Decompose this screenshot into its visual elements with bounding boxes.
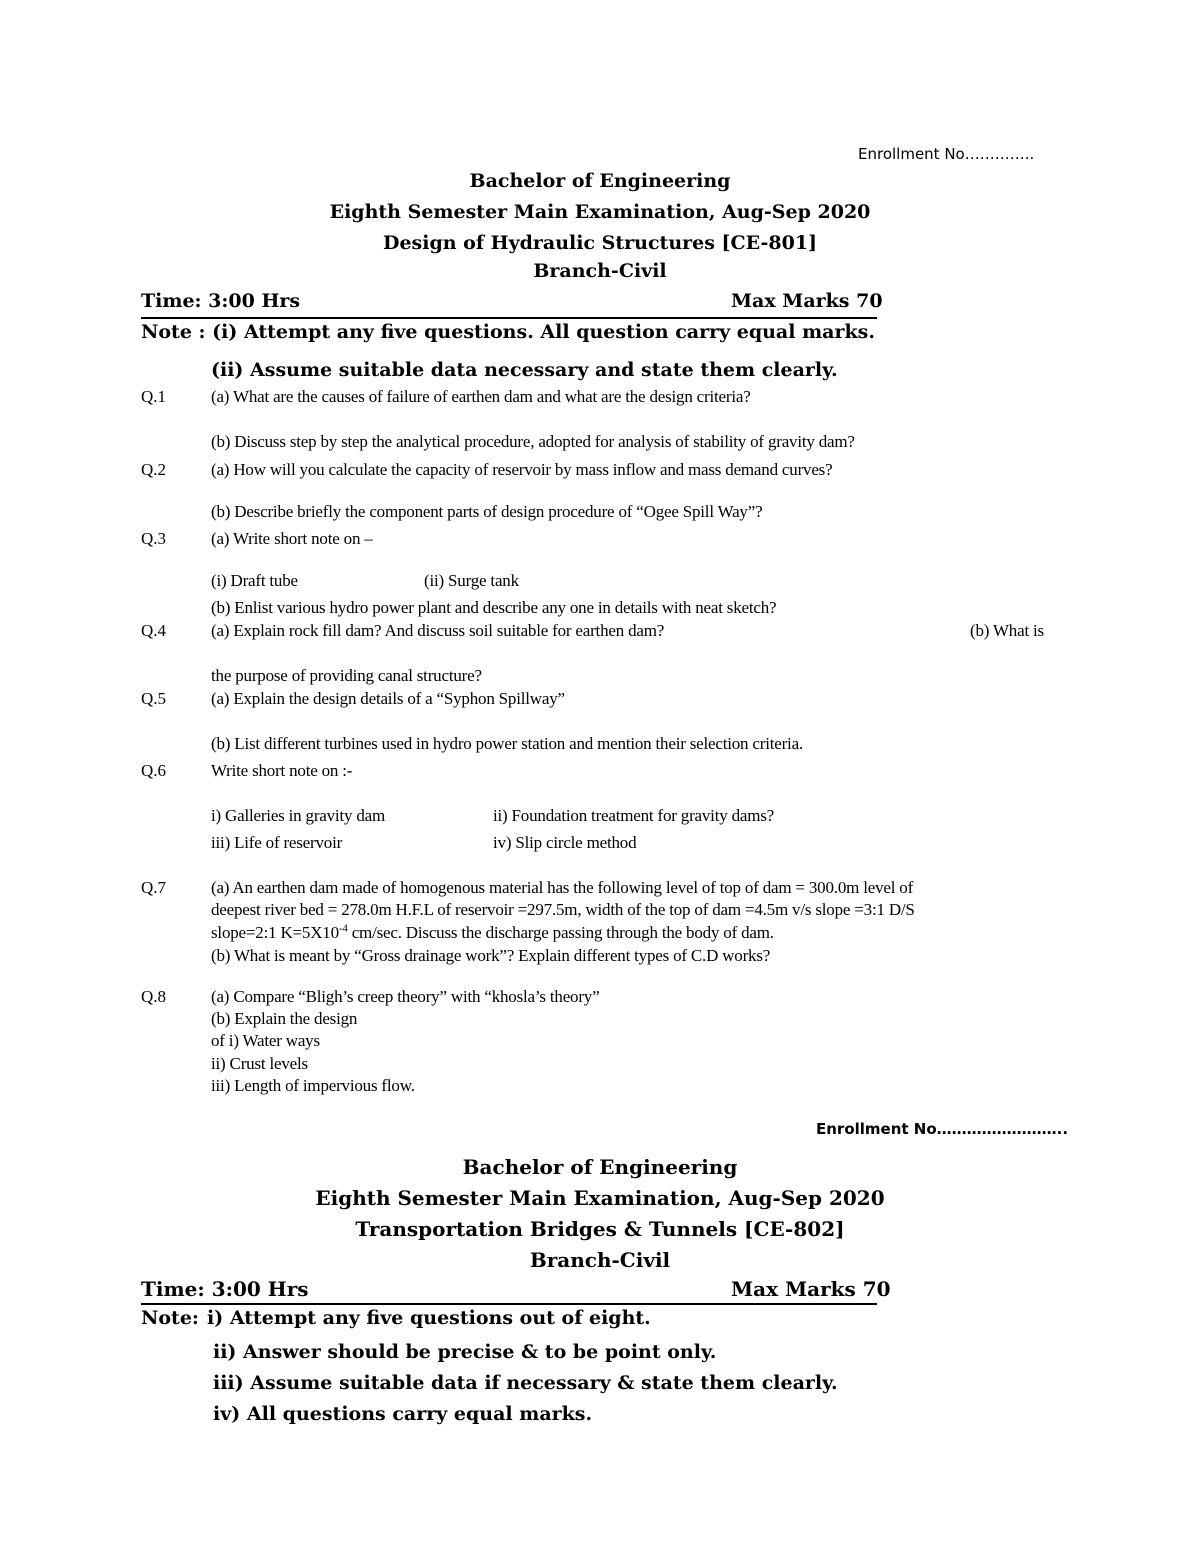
exam-title: Eighth Semester Main Examination, Aug-Sep 2020 bbox=[329, 201, 871, 223]
enrollment-label-2: Enrollment No…………………….. bbox=[816, 1120, 1069, 1138]
question-number: Q.5 bbox=[141, 689, 167, 708]
question-subitem: iv) Slip circle method bbox=[493, 833, 637, 852]
question-text: (b) What is bbox=[970, 621, 1044, 640]
question-number: Q.2 bbox=[141, 460, 167, 479]
note-line-3: iii) Assume suitable data if necessary & state them clearly. bbox=[213, 1372, 838, 1394]
question-text: (a) An earthen dam made of homogenous material has the following level of top of dam = 300.0m level of bbox=[211, 878, 914, 897]
degree-title: Bachelor of Engineering bbox=[469, 170, 731, 192]
note-label: Note: bbox=[141, 1307, 199, 1329]
question-number: Q.8 bbox=[141, 987, 167, 1006]
subject-title-2: Transportation Bridges & Tunnels [CE-802] bbox=[355, 1217, 845, 1241]
formula-text-tail: cm/sec. Discuss the discharge passing through the body of dam. bbox=[347, 923, 774, 942]
formula-text: slope=2:1 K=5X10 bbox=[211, 923, 339, 942]
time-label-2: Time: 3:00 Hrs bbox=[141, 1277, 309, 1301]
header-divider bbox=[141, 317, 877, 319]
enrollment-label: Enrollment No………….. bbox=[858, 145, 1035, 163]
question-text: (b) Explain the design bbox=[211, 1009, 358, 1028]
note-line-4: iv) All questions carry equal marks. bbox=[213, 1403, 593, 1425]
question-subitem: iii) Life of reservoir bbox=[211, 833, 343, 852]
question-subitem: ii) Foundation treatment for gravity dams? bbox=[493, 806, 774, 825]
question-text: Write short note on :- bbox=[211, 761, 353, 780]
question-number: Q.3 bbox=[141, 529, 167, 548]
question-number: Q.6 bbox=[141, 761, 167, 780]
exam-title-2: Eighth Semester Main Examination, Aug-Sep 2020 bbox=[315, 1186, 885, 1210]
question-text: the purpose of providing canal structure? bbox=[211, 666, 482, 685]
note-line-1: i) Attempt any five questions out of eight. bbox=[207, 1307, 651, 1329]
note-line-2: (ii) Assume suitable data necessary and state them clearly. bbox=[211, 359, 838, 381]
max-marks-label: Max Marks 70 bbox=[731, 290, 883, 312]
header-divider-2 bbox=[141, 1303, 877, 1305]
question-number: Q.4 bbox=[141, 621, 167, 640]
question-number: Q.7 bbox=[141, 878, 167, 897]
question-subitem: ii) Crust levels bbox=[211, 1054, 308, 1073]
note-line-2: ii) Answer should be precise & to be point only. bbox=[213, 1341, 717, 1363]
degree-title-2: Bachelor of Engineering bbox=[462, 1155, 738, 1179]
question-subitem: (ii) Surge tank bbox=[424, 571, 519, 590]
branch-title-2: Branch-Civil bbox=[529, 1248, 671, 1272]
question-text bbox=[211, 923, 774, 943]
question-text: (b) Discuss step by step the analytical procedure, adopted for analysis of stability of gravity dam? bbox=[211, 432, 855, 451]
question-text: (b) List different turbines used in hydro power station and mention their selection criteria. bbox=[211, 734, 803, 753]
exponent: -4 bbox=[338, 922, 348, 935]
question-subitem: iii) Length of impervious flow. bbox=[211, 1076, 415, 1095]
question-text: (a) Compare “Bligh’s creep theory” with “khosla’s theory” bbox=[211, 987, 600, 1006]
subject-title: Design of Hydraulic Structures [CE-801] bbox=[382, 232, 818, 254]
question-subitem: i) Galleries in gravity dam bbox=[211, 806, 385, 825]
question-text: deepest river bed = 278.0m H.F.L of reservoir =297.5m, width of the top of dam =4.5m v/s slope =3:1 D/S bbox=[211, 900, 915, 919]
question-subitem: (i) Draft tube bbox=[211, 571, 298, 590]
question-text: (a) Write short note on – bbox=[211, 529, 373, 548]
question-number: Q.1 bbox=[141, 387, 167, 406]
question-text: (b) Enlist various hydro power plant and describe any one in details with neat sketch? bbox=[211, 598, 777, 617]
question-text: (a) What are the causes of failure of earthen dam and what are the design criteria? bbox=[211, 387, 751, 406]
question-text: (a) Explain the design details of a “Syphon Spillway” bbox=[211, 689, 565, 708]
note-line-1: Note : (i) Attempt any five questions. All question carry equal marks. bbox=[141, 321, 875, 343]
branch-title: Branch-Civil bbox=[533, 260, 667, 282]
question-text: (b) What is meant by “Gross drainage work”? Explain different types of C.D works? bbox=[211, 946, 771, 965]
question-text: (a) How will you calculate the capacity of reservoir by mass inflow and mass demand curves? bbox=[211, 460, 833, 479]
time-label: Time: 3:00 Hrs bbox=[141, 290, 301, 312]
question-text: (b) Describe briefly the component parts of design procedure of “Ogee Spill Way”? bbox=[211, 502, 763, 521]
max-marks-label-2: Max Marks 70 bbox=[731, 1277, 891, 1301]
question-text: (a) Explain rock fill dam? And discuss soil suitable for earthen dam? bbox=[211, 621, 665, 640]
question-subitem: of i) Water ways bbox=[211, 1031, 320, 1050]
